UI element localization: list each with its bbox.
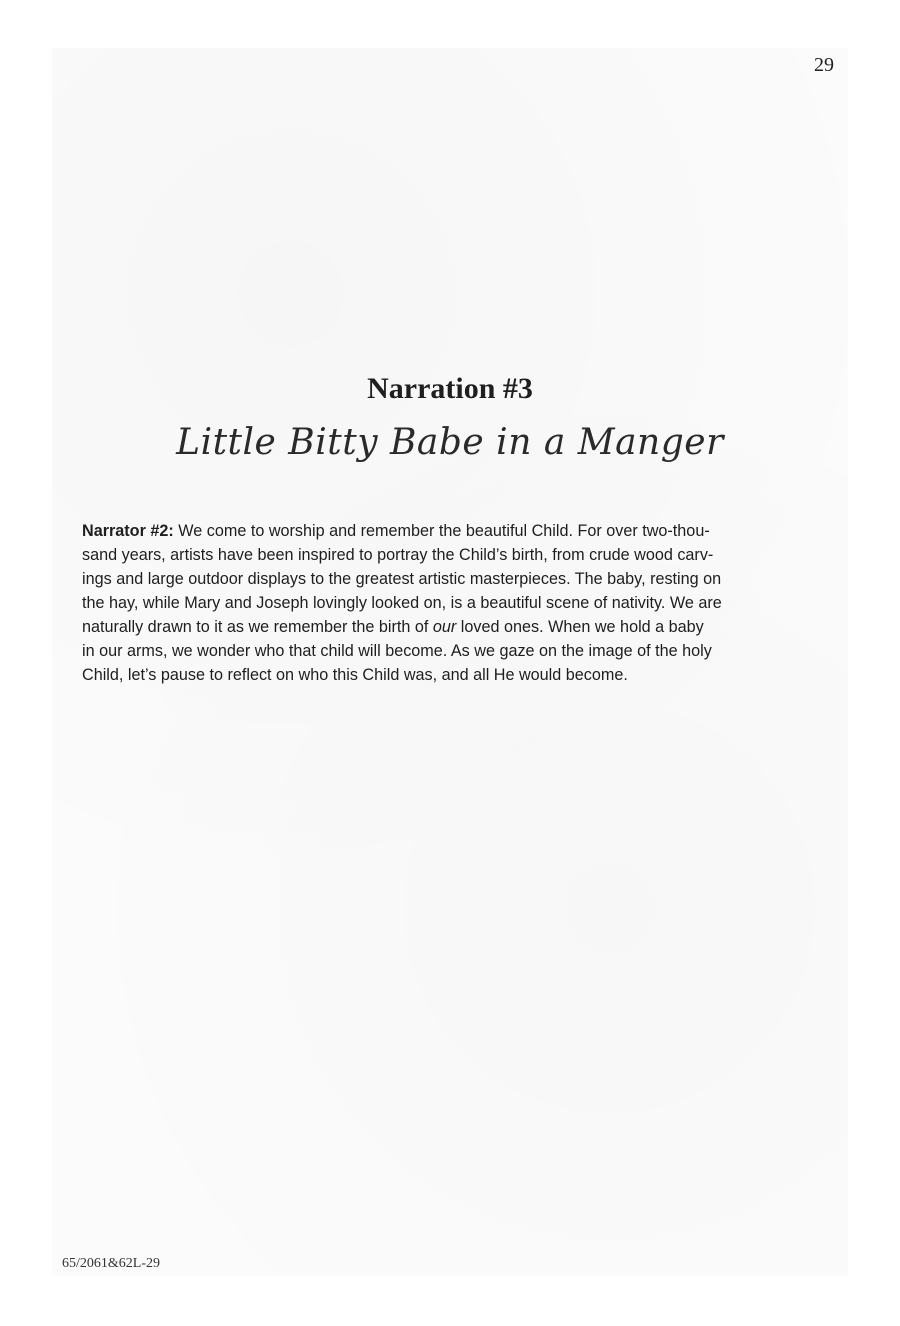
paragraph-line-5 bbox=[82, 615, 810, 639]
narration-subtitle: Little Bitty Babe in a Manger bbox=[176, 422, 724, 463]
paragraph-line-2: sand years, artists have been inspired to portray the Child’s birth, from crude wood carv- bbox=[82, 546, 714, 564]
paragraph-line-4: the hay, while Mary and Joseph lovingly looked on, is a beautiful scene of nativity. We are bbox=[82, 594, 722, 612]
page-number: 29 bbox=[814, 54, 834, 76]
narration-title: Narration #3 bbox=[367, 372, 533, 405]
footer-catalog-code: 65/2061&62L-29 bbox=[62, 1256, 160, 1271]
paragraph-line-3: ings and large outdoor displays to the greatest artistic masterpieces. The baby, resting on bbox=[82, 570, 722, 588]
speaker-label: Narrator #2: bbox=[82, 522, 174, 540]
paragraph-line-6: in our arms, we wonder who that child will become. As we gaze on the image of the holy bbox=[82, 642, 712, 660]
line-1-text: We come to worship and remember the beautiful Child. For over two-thou- bbox=[173, 522, 710, 540]
line-5-after: loved ones. When we hold a baby bbox=[456, 618, 704, 636]
paragraph-line-1 bbox=[82, 519, 810, 543]
line-5-before: naturally drawn to it as we remember the birth of bbox=[82, 618, 433, 636]
line-5-emphasis: our bbox=[432, 618, 457, 636]
paragraph-line-7: Child, let’s pause to reflect on who this Child was, and all He would become. bbox=[82, 666, 628, 684]
narration-paragraph bbox=[82, 519, 810, 687]
